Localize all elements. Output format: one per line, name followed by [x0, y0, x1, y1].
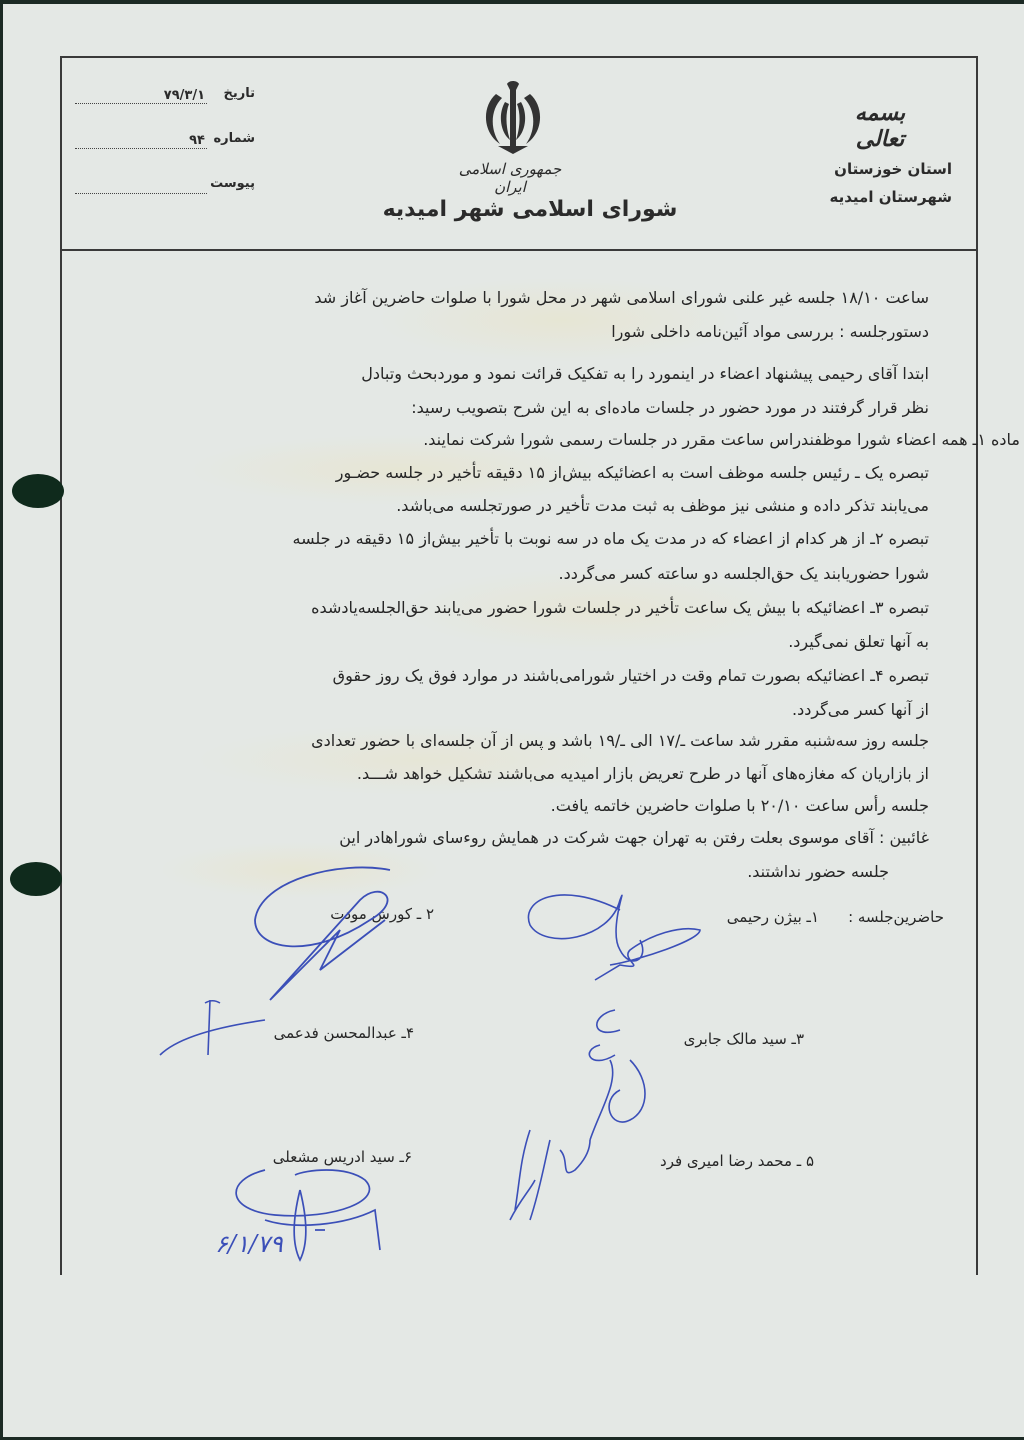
punch-hole — [10, 862, 62, 896]
number-value: ۹۴ — [189, 133, 205, 148]
signature-4 — [150, 995, 270, 1070]
body-line: جلسه رأس ساعت ۲۰/۱۰ با صلوات حاضرین خاتمه یافت. — [550, 796, 929, 815]
body-line: دستورجلسه : بررسی مواد آئین‌نامه داخلی شورا — [611, 322, 929, 341]
number-label: شماره — [213, 131, 255, 146]
body-line: جلسه حضور نداشتند. — [747, 862, 889, 881]
attendee-name: ۶ـ سید ادریس مشعلی — [272, 1148, 412, 1166]
frame-border-left — [60, 57, 62, 1275]
body-line: از بازاریان که مغازه‌های آنها در طرح تعریض بازار امیدیه می‌باشند تشکیل خواهد شـــد. — [356, 764, 929, 783]
punch-hole — [12, 474, 64, 508]
attendee-name: ۴ـ عبدالمحسن فدعمی — [273, 1024, 414, 1042]
absentees-line: غائبین : آقای موسوی بعلت رفتن به تهران جهت شرکت در همایش روءسای شوراهادر این — [339, 828, 929, 847]
attendee-name: ۲ ـ کورش مودت — [330, 905, 434, 923]
date-label: تاریخ — [223, 86, 255, 101]
note-4: تبصره ۴ـ اعضائیکه بصورت تمام وقت در اختیار شورامی‌باشند در موارد فوق یک روز حقوق — [332, 666, 929, 685]
body-line: می‌یابند تذکر داده و منشی نیز موظف به ثبت مدت تأخیر در صورتجلسه می‌باشد. — [396, 496, 929, 515]
attendee-name: ۵ ـ محمد رضا امیری فرد — [660, 1152, 814, 1170]
body-line: جلسه روز سه‌شنبه مقرر شد ساعت ـ/۱۷ الی ـ/۱۹ باشد و پس از آن جلسه‌ای با حضور تعدادی — [311, 731, 929, 750]
signature-6 — [205, 1160, 415, 1270]
attendees-label: حاضرین‌جلسه : — [848, 908, 944, 926]
body-line: نظر قرار گرفتند در مورد حضور در جلسات ماده‌ای به این شرح بتصویب رسید: — [411, 398, 929, 417]
header-divider — [60, 249, 978, 251]
note-1: تبصره یک ـ رئیس جلسه موظف است به اعضائیکه بیش‌از ۱۵ دقیقه تأخیر در جلسه حضـور — [335, 463, 929, 482]
scan-edge-left — [0, 0, 3, 1440]
attachment-field — [75, 176, 255, 198]
body-line: از آنها کسر می‌گردد. — [792, 700, 929, 719]
signature-2 — [240, 860, 420, 1010]
frame-border-top — [60, 56, 978, 58]
scan-edge-top — [0, 0, 1024, 4]
frame-border-right — [976, 57, 978, 1275]
dotted-line — [75, 103, 207, 104]
note-2: تبصره ۲ـ از هر کدام از اعضاء که در مدت یک ماه در سه نوبت با تأخیر بیش‌از ۱۵ دقیقه در جلسه — [292, 529, 929, 548]
date-value: ۷۹/۳/۱ — [163, 88, 205, 103]
province-label: استان خوزستان — [834, 160, 952, 178]
body-line: به آنها تعلق نمی‌گیرد. — [788, 632, 929, 651]
body-line: ابتدا آقای رحیمی پیشنهاد اعضاء در اینمورد را به تفکیک قرائت نمود و موردبحث وتبادل — [361, 364, 929, 383]
iran-emblem-icon — [478, 80, 548, 160]
emblem-caption: جمهوری اسلامی ایران — [458, 160, 562, 196]
signature-5 — [490, 1120, 600, 1230]
dotted-line — [75, 193, 207, 194]
body-line: شورا حضوریابند یک حق‌الجلسه دو ساعته کسر می‌گردد. — [558, 564, 929, 583]
attendee-name: ۱ـ بیژن رحیمی — [726, 908, 819, 926]
bismillah-heading: بسمه تعالی — [854, 100, 906, 152]
article-1: ماده ۱ـ همه اعضاء شورا موظفندراس ساعت مقرر در جلسات رسمی شورا شرکت نمایند. — [423, 430, 1020, 449]
handwritten-date: ۶/۱/۷۹ — [215, 1230, 283, 1258]
signature-1 — [500, 870, 720, 990]
number-field — [75, 131, 255, 153]
body-line: ساعت ۱۸/۱۰ جلسه غیر علنی شورای اسلامی شهر در محل شورا با صلوات حاضرین آغاز شد — [314, 288, 929, 307]
attendee-name: ۳ـ سید مالک جابری — [683, 1030, 804, 1048]
attachment-label: پیوست — [210, 176, 255, 191]
dotted-line — [75, 148, 207, 149]
note-3: تبصره ۳ـ اعضائیکه با بیش یک ساعت تأخیر در جلسات شورا حضور می‌یابند حق‌الجلسه‌یادشده — [311, 598, 929, 617]
organization-title: شورای اسلامی شهر امیدیه — [382, 197, 678, 222]
date-field — [75, 86, 255, 108]
county-label: شهرستان امیدیه — [829, 188, 952, 206]
